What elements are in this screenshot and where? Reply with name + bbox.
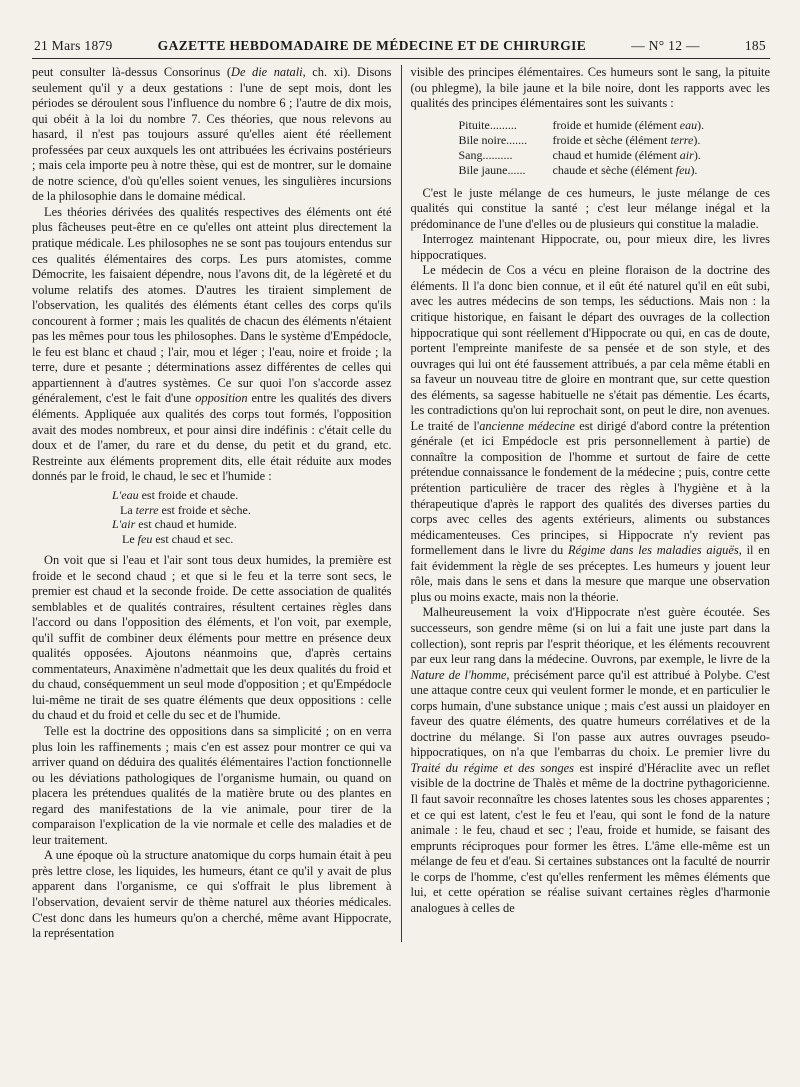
verse-line: La terre est froide et sèche. bbox=[120, 502, 251, 517]
verse-line: L'air est chaud et humide. bbox=[112, 517, 237, 532]
paragraph: peut consulter là-dessus Consorinus (De die natali, ch. xi). Disons seulement qu'il y a deux gestations : l'une de sept mois, dont les périodes se déroulent sous l'influence du nombre 6 ; l'autre de dix mois, qui obéit à la loi du nombre 7. Ces théories, que nous relevons au hasard, il n'est pas toujours assuré qu'elles aient été réellement professées par ceux auxquels les ont attribuées les écrivains postérieurs ; mais cela importe peu à notre thèse, qui est de montrer, sur le domaine de notre science, d'où qu'elles soient venues, les singulières incursions de la philosophie dans le domaine médical. bbox=[32, 65, 392, 204]
paragraph: visible des principes élémentaires. Ces humeurs sont le sang, la pituite (ou phlegme), la bile jaune et la bile noire, dont les rapports avec les qualités des principes élémentaires sont les suivants : bbox=[410, 65, 770, 111]
humor-row: Bile noire....... froide et sèche (élément terre). bbox=[458, 132, 701, 147]
paragraph: Le médecin de Cos a vécu en pleine floraison de la doctrine des éléments. Il l'a donc bien connue, et il eût été naturel qu'il en eût subi, avec les autres médecins de son temps, les séductions. Mais non : la critique historique, en faisant le départ des ouvrages de la collection hippocratique qui sont réellement d'Hippocrate ou qui, en cas de doute, portent l'empreinte manifeste de sa pensée et de son style, et des ouvrages qui lui ont été faussement attribués, a par cela même établi en sa faveur un nouveau titre de gloire en montrant que, sur cette question des éléments, sa sagesse habituelle ne s'était pas démentie. Les écarts, les contradictions qu'on lui reprochait sont, on peut le dire, non avenues. Le traité de l'ancienne médecine est dirigé d'abord contre la prétention générale (et ici Empédocle est pris personnellement à partie) de connaître la composition de l'homme et surtout de faire de cette prétendue connaissance le fondement de la médecine ; puis, contre cette prétention particulière de tracer des règles à l'hygiène et à la thérapeutique d'après le rapport des qualités des diverses parties du corps avec celles des agents extérieurs, aliments ou substances médicamenteuses. Ces principes, si Hippocrate n'y revient pas formellement dans le livre du Régime dans les maladies aiguës, il en fait évidemment la règle de ses préceptes. Les humeurs y jouent leur rôle, mais dans le sens et dans la mesure que marque une observation plus ou moins exacte, mais non la théorie. bbox=[410, 263, 770, 604]
paragraph: Les théories dérivées des qualités respectives des éléments ont été plus fâcheuses peut-être en ce qu'elles ont atteint plus directement la pratique médicale. Les philosophes ne se sont pas toujours entendus sur ces qualités élémentaires des corps. Les purs atomistes, comme Démocrite, les faisaient dépendre, nous l'avons dit, de la légèreté et du volume relatifs des atomes. D'autres les tiraient simplement de l'observation, les qualités des éléments étant celles des corps qu'ils concourent à former ; mais les qualités de chacun des éléments n'étaient pas les mêmes pour tous les philosophes. Dans le système d'Empédocle, le feu est blanc et chaud ; l'air, mou et léger ; l'eau, noire et froide ; la terre, dure et pesante ; déterminations assez différentes de celles qui appartiennent à d'autres systèmes. Ce sur quoi l'on s'accorde assez généralement, c'est le fait d'une opposition entre les qualités des divers éléments. Appliquée aux qualités des corps tout formés, l'opposition avait des modes nombreux, et pour ainsi dire indéfinis : c'était celle du doux et de l'amer, du rare et du dense, du petit et du grand, etc. Restreinte aux éléments proprement dits, elle était réduite aux modes donnés par le froid, le chaud, le sec et l'humide : bbox=[32, 204, 392, 484]
issue-date: 21 Mars 1879 bbox=[34, 38, 113, 53]
page-header bbox=[32, 38, 770, 58]
left-column bbox=[32, 65, 401, 942]
paragraph: Malheureusement la voix d'Hippocrate n'est guère écoutée. Ses successeurs, son gendre même (si on lui a fait une juste part dans la collection), sont repris par l'esprit théorique, et les éléments recouvrent par eux leur rang dans la médecine. Ouvrons, par exemple, le livre de la Nature de l'homme, précisément parce qu'il est attribué à Polybe. C'est une attaque contre ceux qui veulent former le monde, et en particulier le corps humain, d'une substance unique ; mais c'est aussi un plaidoyer en faveur des quatre éléments, des quatre humeurs corrélatives et de la doctrine du mélange. Si l'on passe aux autres ouvrages pseudo-hippocratiques, on n'a que l'embarras du choix. Le premier livre du Traité du régime et des songes est inspiré d'Héraclite avec un reflet visible de la doctrine de Thalès et même de la doctrine pythagoricienne. Il faut savoir reconnaître les choses latentes sous les choses apparentes ; et ce qui est latent, c'est le feu et l'eau, qui sont le fond de la nature animale : le feu, chaud et sec ; l'eau, froide et humide, se faisant des emprunts réciproques pour former les êtres. L'âme elle-même est un mélange de feu et d'eau. Si certaines substances ont la faculté de nourrir le corps de l'homme, c'est qu'elles renferment les mêmes éléments que lui, et cette opération se réalise suivant certaines règles d'harmonie analogues à celles de bbox=[410, 605, 770, 915]
header-rule bbox=[32, 58, 770, 59]
humor-row: Bile jaune...... chaude et sèche (élément feu). bbox=[458, 162, 698, 177]
paragraph: On voit que si l'eau et l'air sont tous deux humides, la première est froide et le second chaud ; et que si le feu et la terre sont secs, le premier est chaud et la seconde froide. De cette association de qualités semblables et de qualités contraires, résultent certaines règles dans l'accord ou dans l'opposition des éléments, et l'on voit, par exemple, qu'il suffit de combiner deux éléments pour mettre en présence deux qualités opposées. Ajoutons néanmoins que, d'après certains commentateurs, Anaximène n'admettait que les deux qualités du froid et du chaud, conséquemment un seul mode d'opposition ; et qu'Empédocle lui-même ne tirait de ses quatre éléments que deux oppositions : celle du chaud et du froid et celle du sec et de l'humide. bbox=[32, 552, 392, 723]
verse-line: L'eau est froide et chaude. bbox=[112, 487, 239, 502]
issue-number: — N° 12 — bbox=[631, 38, 700, 53]
paragraph: C'est le juste mélange de ces humeurs, le juste mélange de ces qualités qui constitue la santé ; c'est leur mélange inégal et la prédominance de l'une d'elles ou de plusieurs qui constitue la maladie. bbox=[410, 185, 770, 231]
journal-title: GAZETTE HEBDOMADAIRE DE MÉDECINE ET DE CHIRURGIE bbox=[157, 38, 587, 53]
humor-row: Pituite......... froide et humide (élément eau). bbox=[458, 117, 705, 132]
verse-line: Le feu est chaud et sec. bbox=[122, 532, 234, 547]
paragraph: A une époque où la structure anatomique du corps humain était à peu près lettre close, les liquides, les humeurs, étant ce qu'il y avait de plus apparent dans l'organisme, ce qui s'offrait le plus librement à l'observation, devaient servir de thème naturel aux théories médicales. C'est donc dans les humeurs qu'on a cherché, même avant Hippocrate, la représentation bbox=[32, 848, 392, 941]
right-column bbox=[401, 65, 771, 942]
elements-verse bbox=[112, 488, 392, 547]
text-columns bbox=[32, 65, 770, 942]
page-number: 185 bbox=[744, 38, 766, 53]
paragraph: Telle est la doctrine des oppositions dans sa simplicité ; on en verra plus loin les raffinements ; mais c'en est assez pour montrer ce qui va arriver quand on déduira des qualités élémentaires l'action fonctionnelle ou les déviations pathologiques de l'organisme humain, ou quand on placera les prétendues qualités de la matière brute ou des plantes en regard des manifestations de la vie animale, pour tirer de la comparaison l'explication de la vie normale et celle des maladies et de leur traitement. bbox=[32, 723, 392, 847]
humors-table bbox=[459, 118, 771, 178]
humor-row: Sang.......... chaud et humide (élément air). bbox=[458, 147, 701, 162]
paragraph: Interrogez maintenant Hippocrate, ou, pour mieux dire, les livres hippocratiques. bbox=[410, 232, 770, 262]
